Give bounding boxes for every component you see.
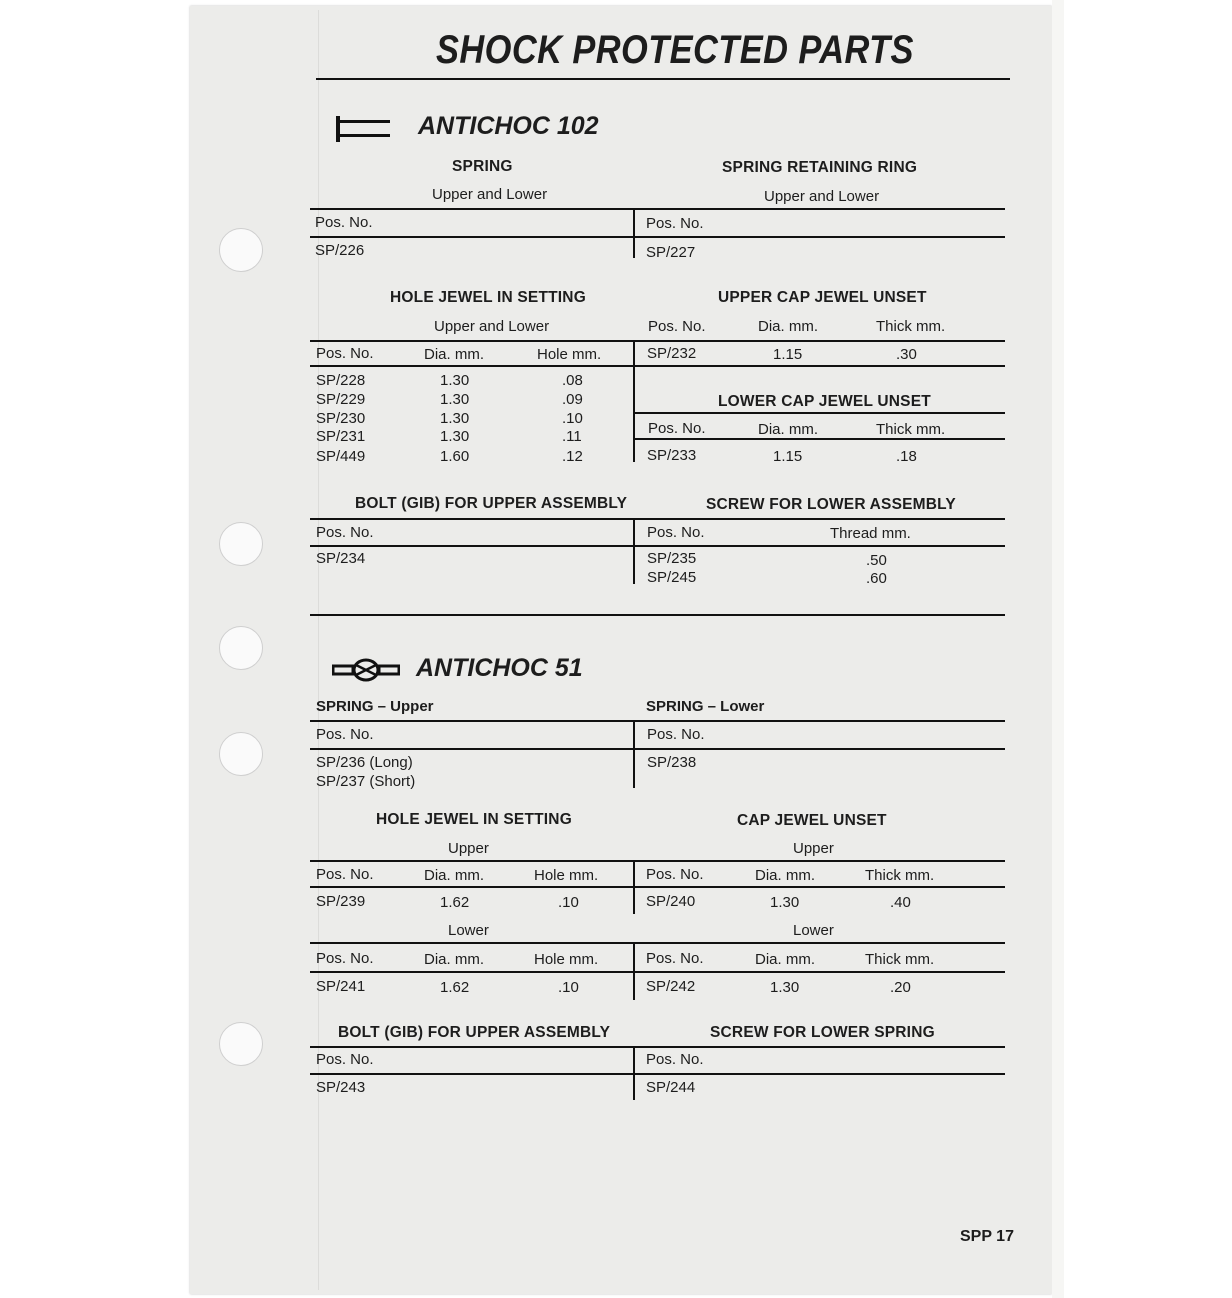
retaining-ring-subtitle: Upper and Lower xyxy=(764,188,880,205)
bolt-title: BOLT (GIB) FOR UPPER ASSEMBLY xyxy=(338,1024,611,1041)
column-header: Pos. No. xyxy=(316,726,374,743)
antichoc-51-icon xyxy=(332,657,400,683)
title-rule xyxy=(316,78,1010,80)
lower-label: Lower xyxy=(448,922,489,939)
part-number: SP/234 xyxy=(316,550,366,567)
section-rule xyxy=(310,614,1005,616)
part-number: SP/229 xyxy=(316,391,366,408)
margin-line xyxy=(318,10,319,1290)
part-number: SP/238 xyxy=(647,754,697,771)
part-number: SP/231 xyxy=(316,428,366,445)
hole-jewel-title: HOLE JEWEL IN SETTING xyxy=(390,289,586,306)
part-number: SP/233 xyxy=(647,447,697,464)
part-number: SP/244 xyxy=(646,1079,696,1096)
column-divider xyxy=(633,722,635,788)
diameter-value: 1.15 xyxy=(773,346,803,363)
diameter-value: 1.30 xyxy=(440,391,470,408)
catalog-page xyxy=(190,6,1052,1294)
part-number: SP/232 xyxy=(647,345,697,362)
thread-value: .60 xyxy=(866,570,887,587)
spring-subtitle: Upper and Lower xyxy=(432,186,548,203)
table-rule xyxy=(310,942,1005,944)
lower-cap-title: LOWER CAP JEWEL UNSET xyxy=(718,393,931,410)
column-header: Pos. No. xyxy=(648,420,706,437)
column-header: Dia. mm. xyxy=(758,421,818,438)
diameter-value: 1.30 xyxy=(440,372,470,389)
binder-hole xyxy=(219,522,263,566)
thickness-value: .40 xyxy=(890,894,911,911)
column-header: Pos. No. xyxy=(646,215,704,232)
bolt-title: BOLT (GIB) FOR UPPER ASSEMBLY xyxy=(355,495,628,512)
thickness-value: .18 xyxy=(896,448,917,465)
column-header: Pos. No. xyxy=(316,866,374,883)
spring-upper-title: SPRING – Upper xyxy=(316,698,434,715)
diameter-value: 1.30 xyxy=(770,894,800,911)
binder-hole xyxy=(219,626,263,670)
column-header: Pos. No. xyxy=(646,1051,704,1068)
diameter-value: 1.60 xyxy=(440,448,470,465)
part-number: SP/240 xyxy=(646,893,696,910)
table-rule xyxy=(310,860,1005,862)
hole-value: .11 xyxy=(562,428,582,445)
column-header: Thick mm. xyxy=(876,318,946,335)
diameter-value: 1.30 xyxy=(770,979,800,996)
column-divider xyxy=(633,520,635,584)
diameter-value: 1.30 xyxy=(440,410,470,427)
column-header: Dia. mm. xyxy=(755,867,815,884)
part-number: SP/241 xyxy=(316,978,366,995)
column-divider xyxy=(633,210,635,258)
column-header: Pos. No. xyxy=(316,524,374,541)
hole-jewel-subtitle: Upper and Lower xyxy=(434,318,550,335)
part-number: SP/239 xyxy=(316,893,366,910)
table-rule xyxy=(310,340,1005,342)
column-header: Pos. No. xyxy=(647,524,705,541)
column-header: Pos. No. xyxy=(648,318,706,335)
page-edge xyxy=(1052,0,1064,1298)
part-number: SP/227 xyxy=(646,244,696,261)
antichoc-102-icon xyxy=(336,116,392,144)
table-rule xyxy=(310,720,1005,722)
screw-title: SCREW FOR LOWER SPRING xyxy=(710,1024,935,1041)
column-header: Thread mm. xyxy=(830,525,911,542)
thickness-value: .20 xyxy=(890,979,911,996)
part-number: SP/237 (Short) xyxy=(316,773,416,790)
binder-hole xyxy=(219,228,263,272)
table-rule xyxy=(634,438,1005,440)
part-number: SP/230 xyxy=(316,410,366,427)
table-rule xyxy=(310,365,1005,367)
section-title-antichoc-102: ANTICHOC 102 xyxy=(418,112,599,140)
cap-jewel-title: CAP JEWEL UNSET xyxy=(737,812,887,829)
diameter-value: 1.62 xyxy=(440,894,470,911)
spring-lower-title: SPRING – Lower xyxy=(646,698,765,715)
part-number: SP/245 xyxy=(647,569,697,586)
part-number: SP/235 xyxy=(647,550,697,567)
column-header: Hole mm. xyxy=(534,867,599,884)
part-number: SP/228 xyxy=(316,372,366,389)
table-rule xyxy=(310,208,1005,210)
binder-hole xyxy=(219,1022,263,1066)
column-divider xyxy=(633,340,635,462)
table-rule xyxy=(310,1046,1005,1048)
table-rule xyxy=(634,412,1005,414)
column-header: Pos. No. xyxy=(316,1051,374,1068)
screw-title: SCREW FOR LOWER ASSEMBLY xyxy=(706,496,956,513)
lower-label: Lower xyxy=(793,922,834,939)
column-header: Pos. No. xyxy=(316,345,374,362)
hole-value: .12 xyxy=(562,448,583,465)
column-header: Hole mm. xyxy=(534,951,599,968)
part-number: SP/242 xyxy=(646,978,696,995)
table-rule xyxy=(310,236,1005,238)
column-header: Dia. mm. xyxy=(755,951,815,968)
diameter-value: 1.62 xyxy=(440,979,470,996)
table-rule xyxy=(310,971,1005,973)
column-header: Hole mm. xyxy=(537,346,602,363)
hole-value: .10 xyxy=(558,894,579,911)
column-header: Thick mm. xyxy=(876,421,946,438)
part-number: SP/449 xyxy=(316,448,366,465)
column-header: Pos. No. xyxy=(316,950,374,967)
spring-title: SPRING xyxy=(452,158,513,175)
column-header: Dia. mm. xyxy=(424,867,484,884)
diameter-value: 1.30 xyxy=(440,428,470,445)
column-header: Pos. No. xyxy=(647,726,705,743)
section-title-antichoc-51: ANTICHOC 51 xyxy=(416,654,583,682)
table-rule xyxy=(310,886,1005,888)
column-header: Dia. mm. xyxy=(424,951,484,968)
column-header: Pos. No. xyxy=(646,950,704,967)
part-number: SP/226 xyxy=(315,242,365,259)
hole-value: .08 xyxy=(562,372,583,389)
column-divider xyxy=(633,862,635,914)
upper-cap-title: UPPER CAP JEWEL UNSET xyxy=(718,289,927,306)
part-number: SP/236 (Long) xyxy=(316,754,413,771)
diameter-value: 1.15 xyxy=(773,448,803,465)
upper-label: Upper xyxy=(448,840,489,857)
hole-value: .09 xyxy=(562,391,583,408)
retaining-ring-title: SPRING RETAINING RING xyxy=(722,159,918,176)
thread-value: .50 xyxy=(866,552,887,569)
hole-jewel-title: HOLE JEWEL IN SETTING xyxy=(376,811,572,828)
column-header: Pos. No. xyxy=(646,866,704,883)
table-rule xyxy=(310,545,1005,547)
table-rule xyxy=(310,748,1005,750)
upper-label: Upper xyxy=(793,840,834,857)
table-rule xyxy=(310,1073,1005,1075)
table-rule xyxy=(310,518,1005,520)
hole-value: .10 xyxy=(558,979,579,996)
thickness-value: .30 xyxy=(896,346,917,363)
hole-value: .10 xyxy=(562,410,583,427)
page-number: SPP 17 xyxy=(960,1228,1014,1245)
binder-hole xyxy=(219,732,263,776)
column-header: Dia. mm. xyxy=(758,318,818,335)
page-title: SHOCK PROTECTED PARTS xyxy=(436,28,914,72)
column-header: Pos. No. xyxy=(315,214,373,231)
part-number: SP/243 xyxy=(316,1079,366,1096)
column-header: Thick mm. xyxy=(865,951,935,968)
column-header: Dia. mm. xyxy=(424,346,484,363)
column-header: Thick mm. xyxy=(865,867,935,884)
